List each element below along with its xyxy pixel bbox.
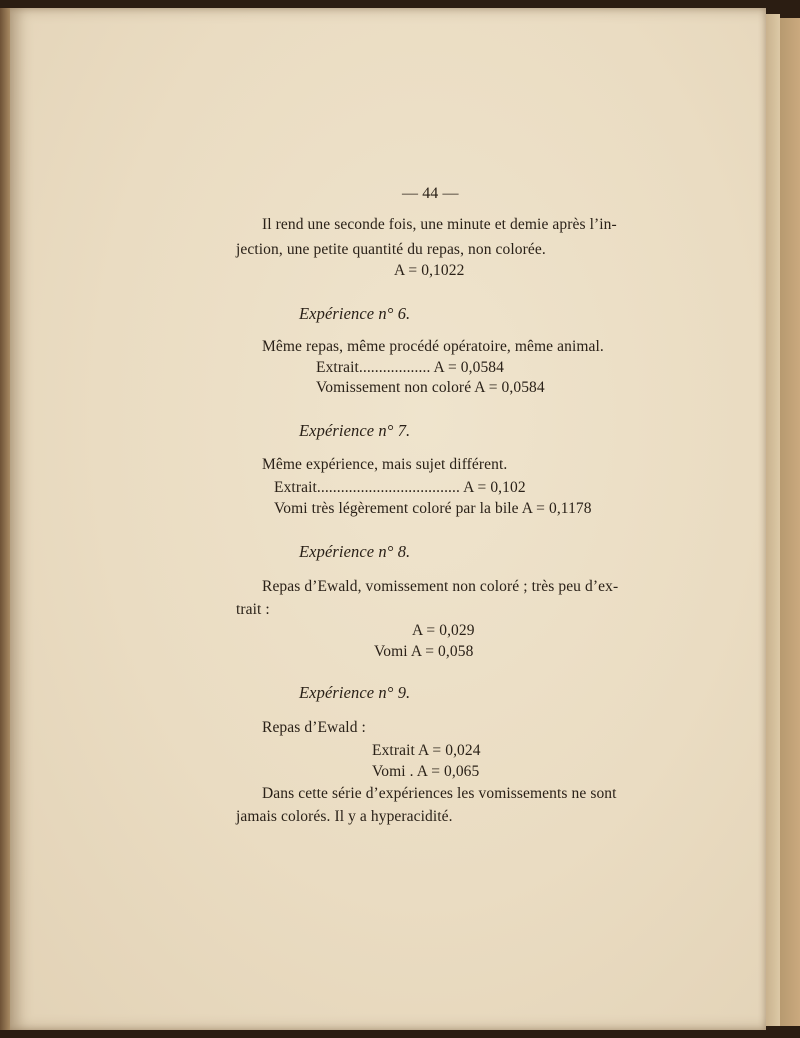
- page-number: — 44 —: [402, 185, 459, 202]
- section-heading: Expérience n° 9.: [299, 683, 411, 702]
- measurement: Vomi . A = 0,065: [372, 763, 480, 780]
- measurement: Extrait.................. A = 0,0584: [316, 359, 505, 376]
- text-line: jection, une petite quantité du repas, non colorée.: [236, 241, 546, 258]
- binding-edge: [0, 8, 10, 1030]
- text-line: Même expérience, mais sujet différent.: [262, 456, 508, 473]
- measurement: A = 0,1022: [394, 262, 465, 279]
- section-heading: Expérience n° 7.: [299, 421, 411, 440]
- measurement: A = 0,029: [412, 622, 475, 639]
- section-heading: Expérience n° 6.: [299, 304, 411, 323]
- measurement: Extrait.................................... A = 0,102: [274, 479, 526, 496]
- text-line: Dans cette série d’expériences les vomissements ne sont: [262, 785, 617, 802]
- text-line: trait :: [236, 601, 270, 618]
- text-line: Même repas, même procédé opératoire, même animal.: [262, 338, 604, 355]
- measurement: Vomissement non coloré A = 0,0584: [316, 379, 545, 396]
- section-heading: Expérience n° 8.: [299, 542, 411, 561]
- text-line: jamais colorés. Il y a hyperacidité.: [236, 808, 453, 825]
- measurement: Vomi très légèrement coloré par la bile A = 0,1178: [274, 500, 592, 517]
- text-line: Repas d’Ewald, vomissement non coloré ; très peu d’ex-: [262, 578, 619, 595]
- book-page: [10, 8, 766, 1030]
- text-line: Repas d’Ewald :: [262, 719, 366, 736]
- page-edge: [766, 14, 780, 1026]
- text-line: Il rend une seconde fois, une minute et demie après l’in-: [262, 216, 617, 233]
- measurement: Vomi A = 0,058: [374, 643, 474, 660]
- measurement: Extrait A = 0,024: [372, 742, 481, 759]
- page-edge-back: [780, 18, 800, 1026]
